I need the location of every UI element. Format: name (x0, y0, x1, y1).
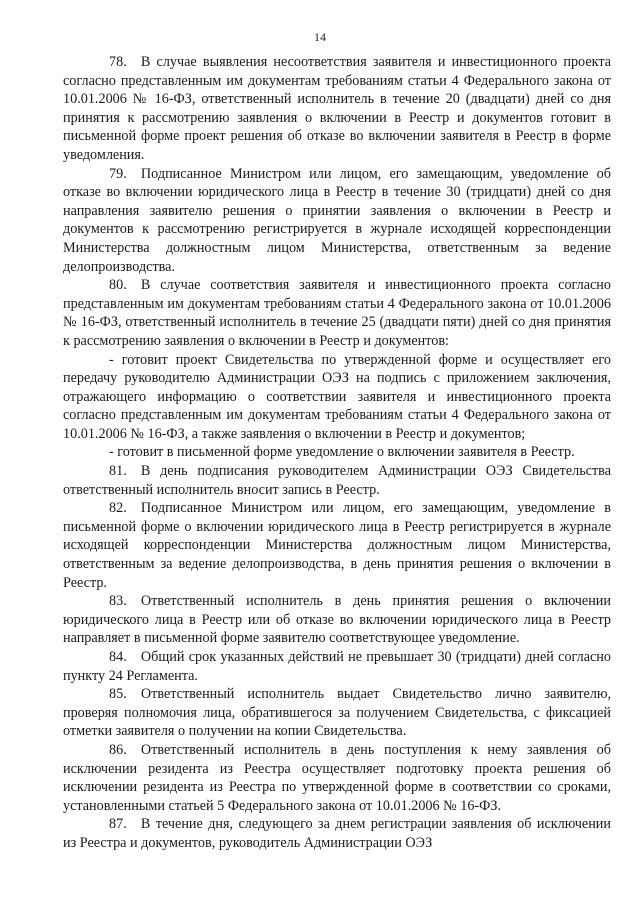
paragraph-85: 85. Ответственный исполнитель выдает Свидетельство лично заявителю, проверяя полномочия лица, обратившегося за получением Свидетельства, с фиксацией отметки заявителя о получении на копии Свидетельства. (63, 686, 611, 740)
paragraph-87: 87. В течение дня, следующего за днем регистрации заявления об исключении из Реестра и документов, руководитель Администрации ОЭЗ (63, 816, 611, 851)
paragraph-80: 80. В случае соответствия заявителя и инвестиционного проекта согласно представленным им документам требованиям статьи 4 Федерального закона от 10.01.2006 № 16-ФЗ, ответственный исполнитель в течение 25 (двадцати пяти) дней со дня принятия к рассмотрению заявления о включении в Реестр и документов: (63, 277, 611, 349)
list-item-prepare-certificate: - готовит проект Свидетельства по утвержденной форме и осуществляет его передачу руководителю Администрации ОЭЗ на подпись с приложением заключения, отражающего информацию о соответствии заявителя и инвестиционного проекта согласно представленным им документам требованиям статьи 4 Федерального закона от 10.01.2006 № 16-ФЗ, а также заявления о включении в Реестр и документов; (63, 351, 611, 442)
paragraph-78: 78. В случае выявления несоответствия заявителя и инвестиционного проекта согласно представленным им документам требованиям статьи 4 Федерального закона от 10.01.2006 № 16-ФЗ, ответственный исполнитель в течение 20 (двадцати) дней со дня принятия к рассмотрению заявления о включении в Реестр и документов готовит в письменной форме проект решения об отказе во включении заявителя в Реестр в форме уведомления. (63, 54, 611, 163)
paragraph-86: 86. Ответственный исполнитель в день поступления к нему заявления об исключении резидента из Реестра осуществляет подготовку проекта решения об исключении резидента из Реестра по утвержденной форме в соответствии со сроками, установленными статьей 5 Федерального закона от 10.01.2006 № 16-ФЗ. (63, 741, 611, 814)
paragraph-79: 79. Подписанное Министром или лицом, его замещающим, уведомление об отказе во включении юридического лица в Реестр в течение 30 (тридцати) дней со дня направления заявителю решения о принятии заявления о включении в Реестр и документов к рассмотрению регистрируется в журнале исходящей корреспонденции Министерства должностным лицом Министерства, ответственным за ведение делопроизводства. (63, 165, 611, 275)
list-item-prepare-notice: - готовит в письменной форме уведомление о включении заявителя в Реестр. (109, 444, 575, 461)
paragraph-84: 84. Общий срок указанных действий не превышает 30 (тридцати) дней согласно пункту 24 Регламента. (63, 649, 611, 684)
paragraph-83: 83. Ответственный исполнитель в день принятия решения о включении юридического лица в Реестр или об отказе во включении юридического лица в Реестр направляет в письменной форме заявителю соответствующее уведомление. (63, 593, 611, 647)
document-body (63, 53, 611, 853)
page-number: 14 (314, 30, 326, 44)
paragraph-82: 82. Подписанное Министром или лицом, его замещающим, уведомление в письменной форме о включении юридического лица в Реестр регистрируется в журнале исходящей корреспонденции Министерства должностным лицом Министерства, ответственным за ведение делопроизводства, в день принятия решения о включении в Реестр. (63, 500, 611, 591)
paragraph-81: 81. В день подписания руководителем Администрации ОЭЗ Свидетельства ответственный исполнитель вносит запись в Реестр. (63, 463, 611, 498)
